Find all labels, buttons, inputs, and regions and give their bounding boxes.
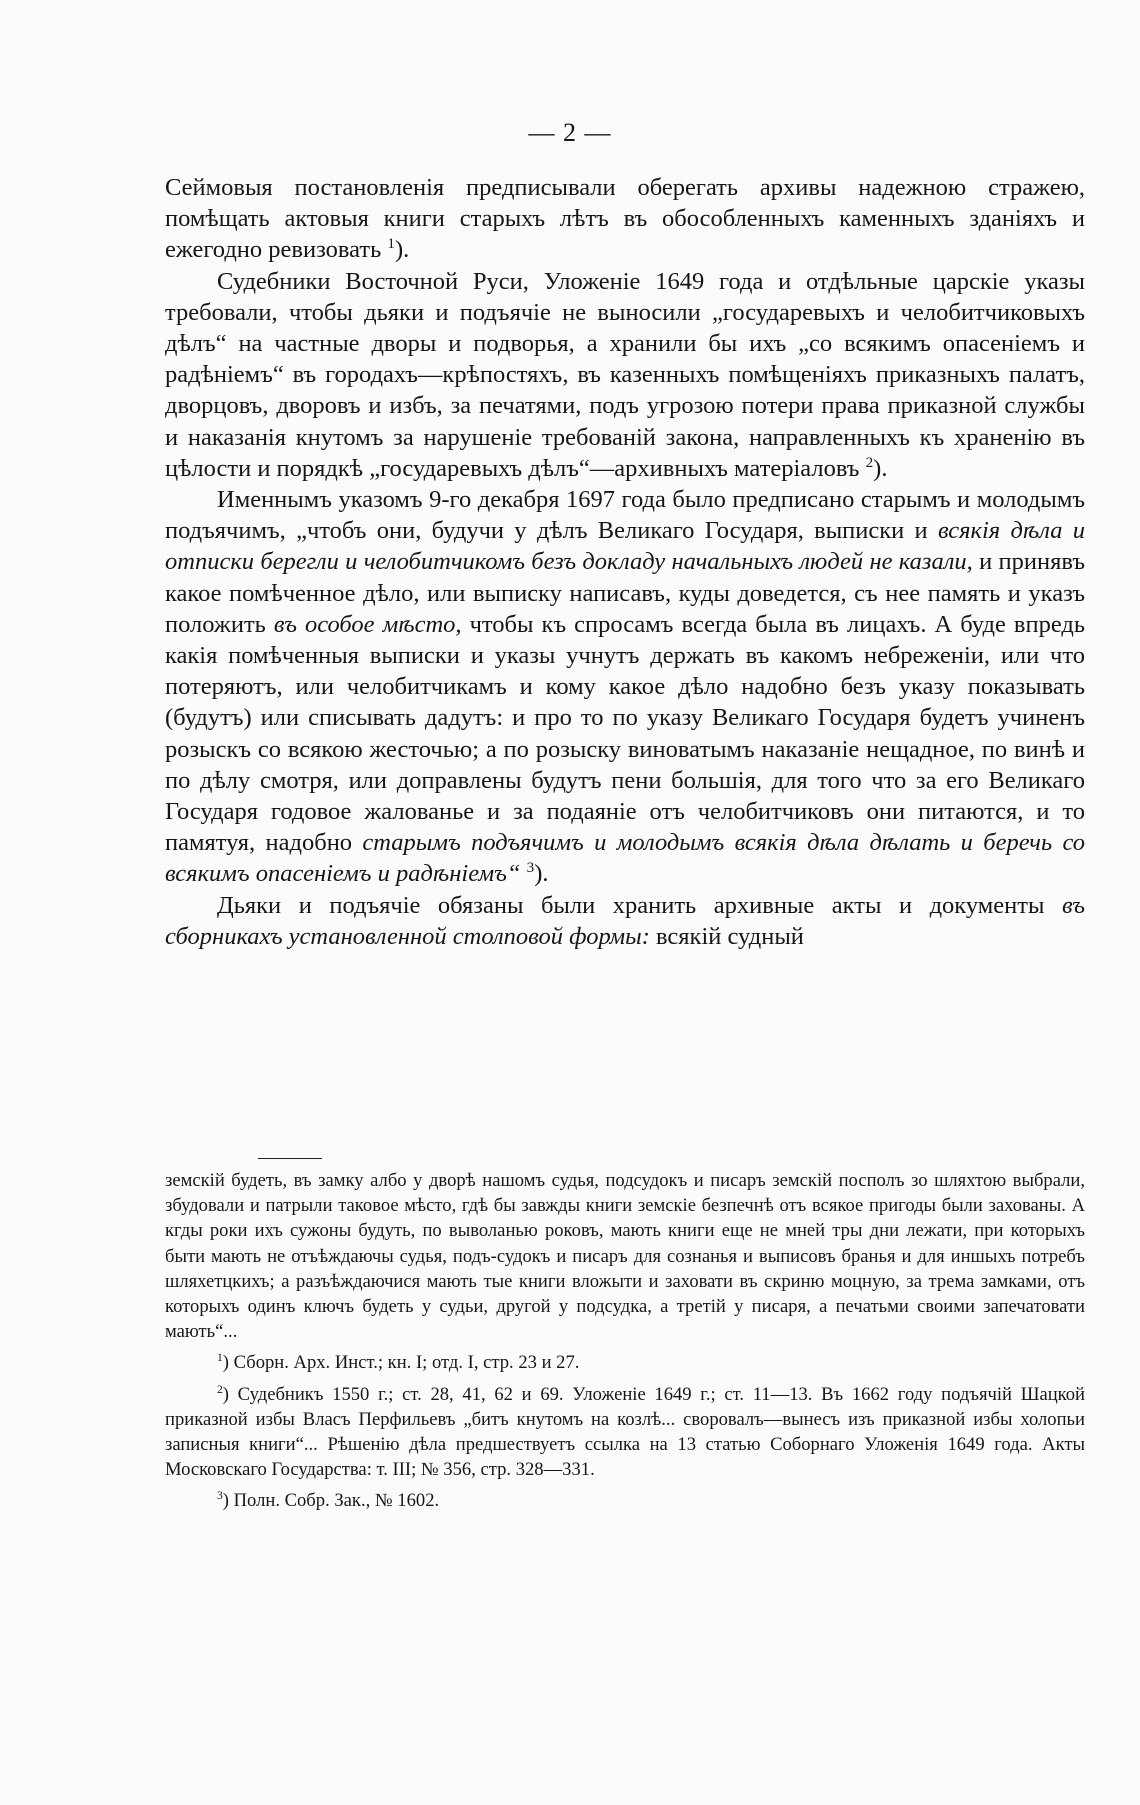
paragraph-3-text-c: чтобы къ спросамъ всегда была въ лицахъ. А буде впредь какія помѣченныя выписки и указы учнутъ держать въ какомъ небреженіи, или что потеряютъ, или челобитчикамъ и кому какое дѣло надобно безъ указу показывать (будутъ) или списывать дадутъ: и про то по указу Великаго Государя будетъ учиненъ розыскъ со всякою жесточью; а по розыску виноватымъ наказаніе нещадное, по винѣ и по дѣлу смотря, или доправлены будутъ пени большія, для того что за его Великаго Государя годовое жалованье и за подаяніе отъ челобитчиковъ они питаются, и то памятуя, надобно <box>165 610 1086 857</box>
paragraph-1-text: Сеймовыя постановленія предписывали оберегать архивы надежною стражею, помѣщать актовыя книги старыхъ лѣтъ въ обособленныхъ каменныхъ зданіяхъ и ежегодно ревизовать <box>165 174 1085 264</box>
footnote-3-text: ) Полн. Собр. Зак., № 1602. <box>222 1490 440 1512</box>
footnote-2-mark: 2 <box>217 1383 223 1396</box>
paragraph-1 <box>165 172 1085 266</box>
paragraph-4-italic-1: въ сборникахъ установленной столповой формы: <box>165 891 1086 950</box>
footnote-1-text: ) Сборн. Арх. Инст.; кн. I; отд. I, стр. 23 и 27. <box>222 1352 580 1374</box>
paragraph-3-text-b: и принявъ какое помѣченное дѣло, или выписку написавъ, куды доведется, съ нее память и указъ положить <box>165 548 1085 638</box>
footnotes <box>165 1168 1085 1514</box>
paragraph-2-end: ). <box>873 454 888 482</box>
footnote-ref-2: 2 <box>865 453 874 471</box>
footnote-separator <box>258 1158 322 1159</box>
footnote-ref-1: 1 <box>387 235 395 253</box>
paragraph-3 <box>165 484 1085 890</box>
footnote-1 <box>165 1350 1085 1375</box>
paragraph-4 <box>165 890 1085 952</box>
paragraph-1-end: ). <box>394 236 410 264</box>
paragraph-2-text: Судебники Восточной Руси, Уложеніе 1649 года и отдѣльные царскіе указы требовали, чтобы дьяки и подъячіе не выносили „государевыхъ и челобитчиковыхъ дѣлъ“ на частные дворы и подворья, а хранили бы ихъ „со всякимъ опасеніемъ и радѣніемъ“ въ городахъ—крѣпостяхъ, въ казенныхъ помѣщеніяхъ приказныхъ палатъ, дворцовъ, дворовъ и избъ, за печатями, подъ угрозою потери права приказной службы и наказанія кнутомъ за нарушеніе требованій закона, направленныхъ къ храненію въ цѣлости и порядкѣ „государевыхъ дѣлъ“—архивныхъ матеріаловъ <box>165 267 1085 482</box>
paragraph-3-italic-2: въ особое мѣсто, <box>273 610 462 638</box>
main-text <box>165 172 1085 952</box>
paragraph-4-text-a: Дьяки и подъячіе обязаны были хранить архивные акты и документы <box>217 891 1045 919</box>
footnote-continuation: земскій будеть, въ замку албо у дворѣ нашомъ судья, подсудокъ и писаръ земскій посполъ зо шляхтою выбрали, збудовали и патрыли таковое мѣсто, гдѣ бы завжды книги земскіе безпечнѣ отъ всякое пригоды были захованы. А кгды роки ихъ сужоны будуть, по выволанью роковъ, мають книги еще не мней тры дни лежати, при которыхъ быти мають не отъѣждаючы судья, подъ-судокъ и писаръ для сознанья и выписовъ бранья и для иншыхъ потребъ шляхетцкихъ; а разъѣждаючися мають тые книги вложыти и заховати въ скриню моцную, за трема замками, отъ которыхъ одинъ ключъ будеть у судьи, другой у подсудка, а третій у писаря, а печатьми своими запечатовати мають“... <box>165 1170 1085 1343</box>
footnote-ref-3: 3 <box>526 859 535 877</box>
footnote-2-text: ) Судебникъ 1550 г.; ст. 28, 41, 62 и 69. Уложеніе 1649 г.; ст. 11—13. Въ 1662 году подъячій Шацкой приказной избы Власъ Перфильевъ „битъ кнутомъ на козлѣ... своровалъ—вынесъ изъ приказной избы холопьи записныя книги“... Рѣшенію дѣла предшествуетъ ссылка на 13 статью Соборнаго Уложенія 1649 года. Акты Московскаго Государства: т. III; № 356, стр. 328—331. <box>165 1383 1085 1481</box>
footnote-3 <box>165 1488 1085 1513</box>
paragraph-3-end: ). <box>534 860 549 888</box>
footnote-3-mark: 3 <box>217 1490 223 1503</box>
footnote-2 <box>165 1382 1085 1483</box>
footnote-1-mark: 1 <box>217 1352 223 1365</box>
paragraph-3-italic-3: старымъ подъячимъ и молодымъ всякія дѣла дѣлать и беречь со всякимъ опасеніемъ и радѣніемъ“ <box>165 829 1085 888</box>
paragraph-3-italic-1: всякія дѣла и отписки берегли и челобитчикомъ безъ докладу начальныхъ людей не казали, <box>165 517 1085 576</box>
paragraph-4-text-b: всякій судный <box>655 922 804 950</box>
paragraph-3-text-a: Именнымъ указомъ 9-го декабря 1697 года было предписано старымъ и молодымъ подъячимъ, „чтобъ они, будучи у дѣлъ Великаго Государя, выписки и <box>165 486 1085 545</box>
paragraph-2 <box>165 266 1085 484</box>
page-number: — 2 — <box>528 118 612 147</box>
